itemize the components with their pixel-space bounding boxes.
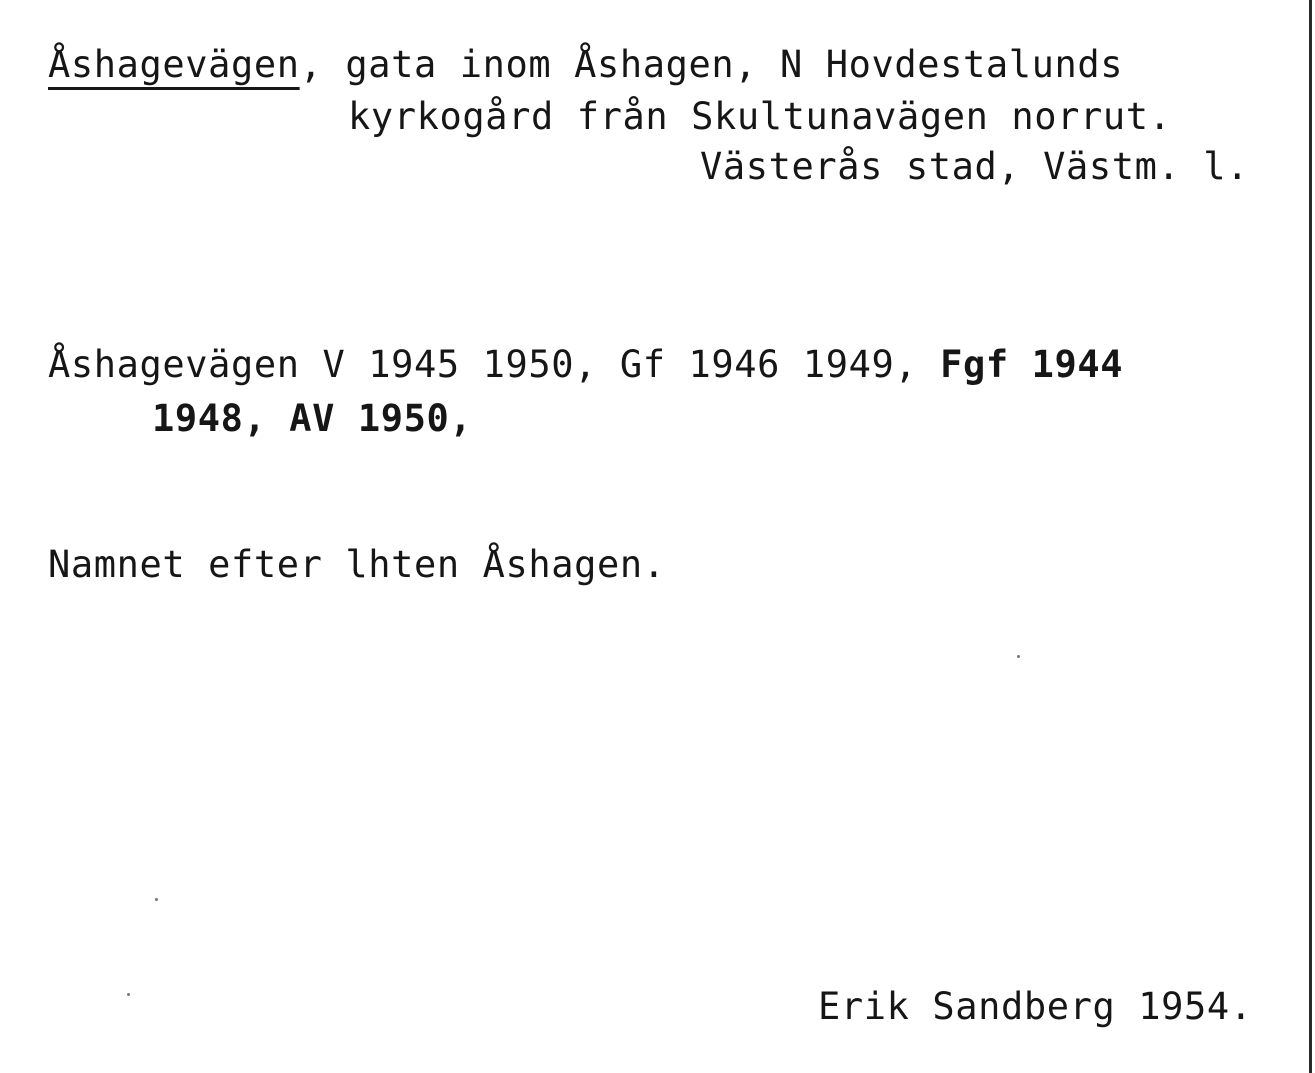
sources-bold-1: Fgf 1944 [940, 343, 1124, 386]
headword: Åshagevägen [48, 43, 300, 86]
signature: Erik Sandberg 1954. [818, 985, 1253, 1028]
paper-speck [155, 898, 158, 901]
sources-line-2: 1948, AV 1950, [152, 397, 473, 440]
entry-line-1 [48, 43, 1124, 86]
sources-normal: Åshagevägen V 1945 1950, Gf 1946 1949, [48, 343, 941, 386]
sources-line-1 [48, 343, 1124, 386]
entry-location: Västerås stad, Västm. l. [700, 145, 1250, 188]
card-edge [1309, 0, 1312, 1073]
paper-speck [1017, 655, 1020, 658]
name-origin-note: Namnet efter lhten Åshagen. [48, 543, 666, 586]
entry-description-start: , gata inom Åshagen, N Hovdestalunds [299, 43, 1124, 86]
entry-line-2: kyrkogård från Skultunavägen norrut. [348, 95, 1172, 138]
paper-speck [127, 993, 130, 996]
